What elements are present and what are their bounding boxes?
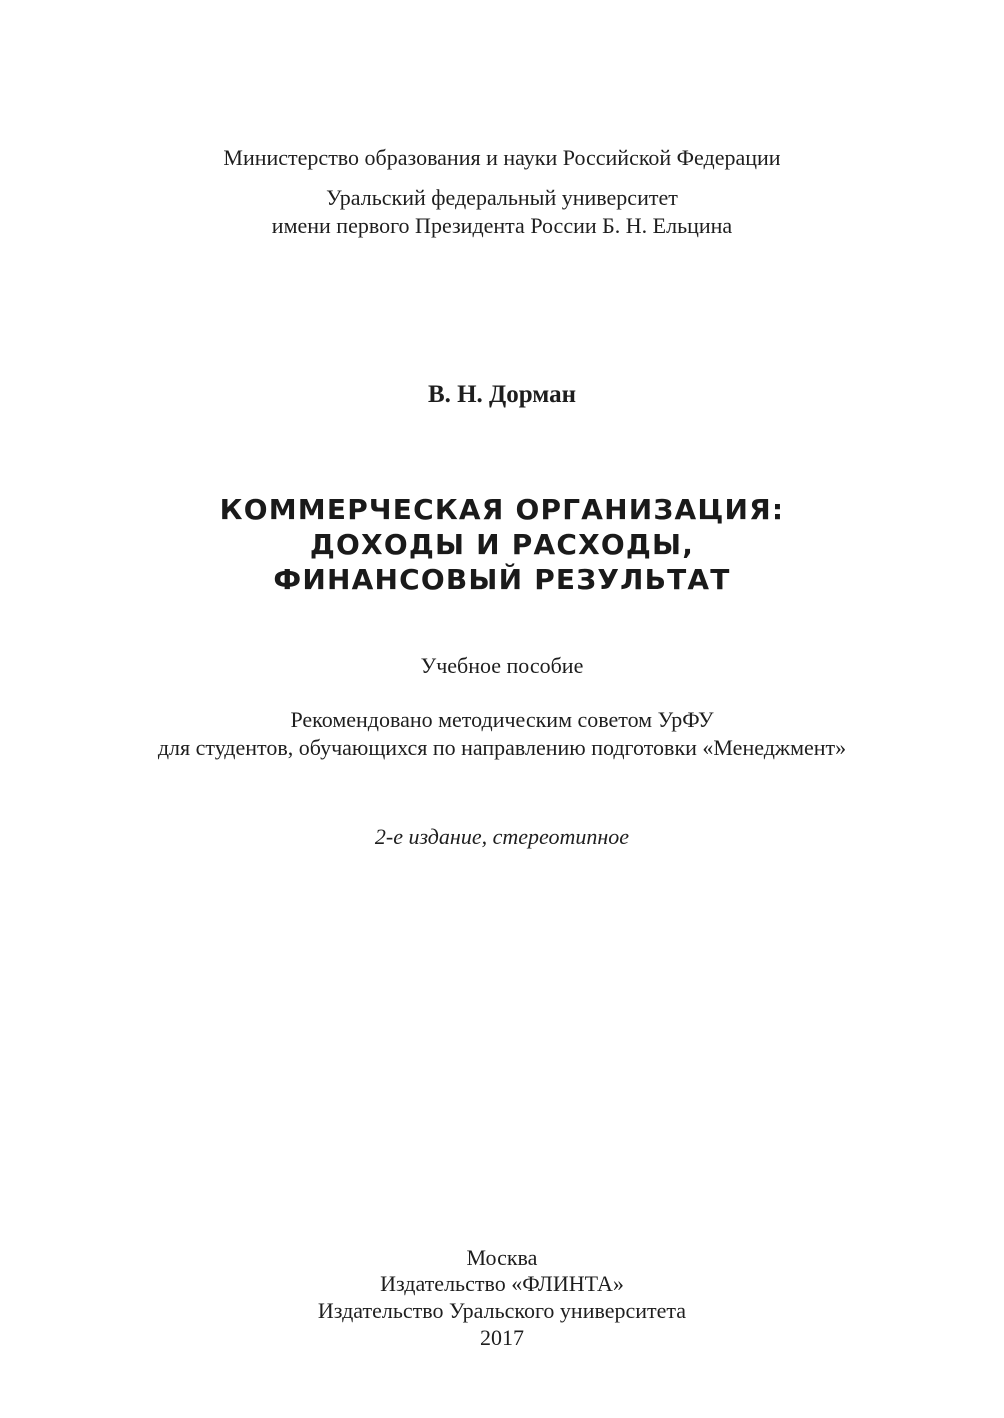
ministry-line: Министерство образования и науки Российской Федерации — [223, 145, 781, 170]
title-line-1: КОММЕРЧЕСКАЯ ОРГАНИЗАЦИЯ: — [219, 493, 785, 526]
author-name: В. Н. Дорман — [427, 381, 577, 408]
imprint-city: Москва — [466, 1245, 538, 1270]
title-line-2: ДОХОДЫ И РАСХОДЫ, — [309, 528, 695, 561]
university-line-1: Уральский федеральный университет — [326, 185, 678, 210]
recommendation-line-1: Рекомендовано методическим советом УрФУ — [290, 707, 714, 732]
edition-note: 2-е издание, стереотипное — [374, 824, 630, 849]
imprint-publisher-1: Издательство «ФЛИНТА» — [380, 1271, 624, 1296]
book-type: Учебное пособие — [420, 653, 584, 678]
imprint-publisher-2: Издательство Уральского университета — [317, 1298, 687, 1323]
university-line-2: имени первого Президента России Б. Н. Ельцина — [271, 213, 733, 238]
recommendation-line-2: для студентов, обучающихся по направлению подготовки «Менеджмент» — [157, 735, 847, 760]
title-line-3: ФИНАНСОВЫЙ РЕЗУЛЬТАТ — [273, 563, 731, 596]
imprint-year: 2017 — [480, 1325, 524, 1350]
